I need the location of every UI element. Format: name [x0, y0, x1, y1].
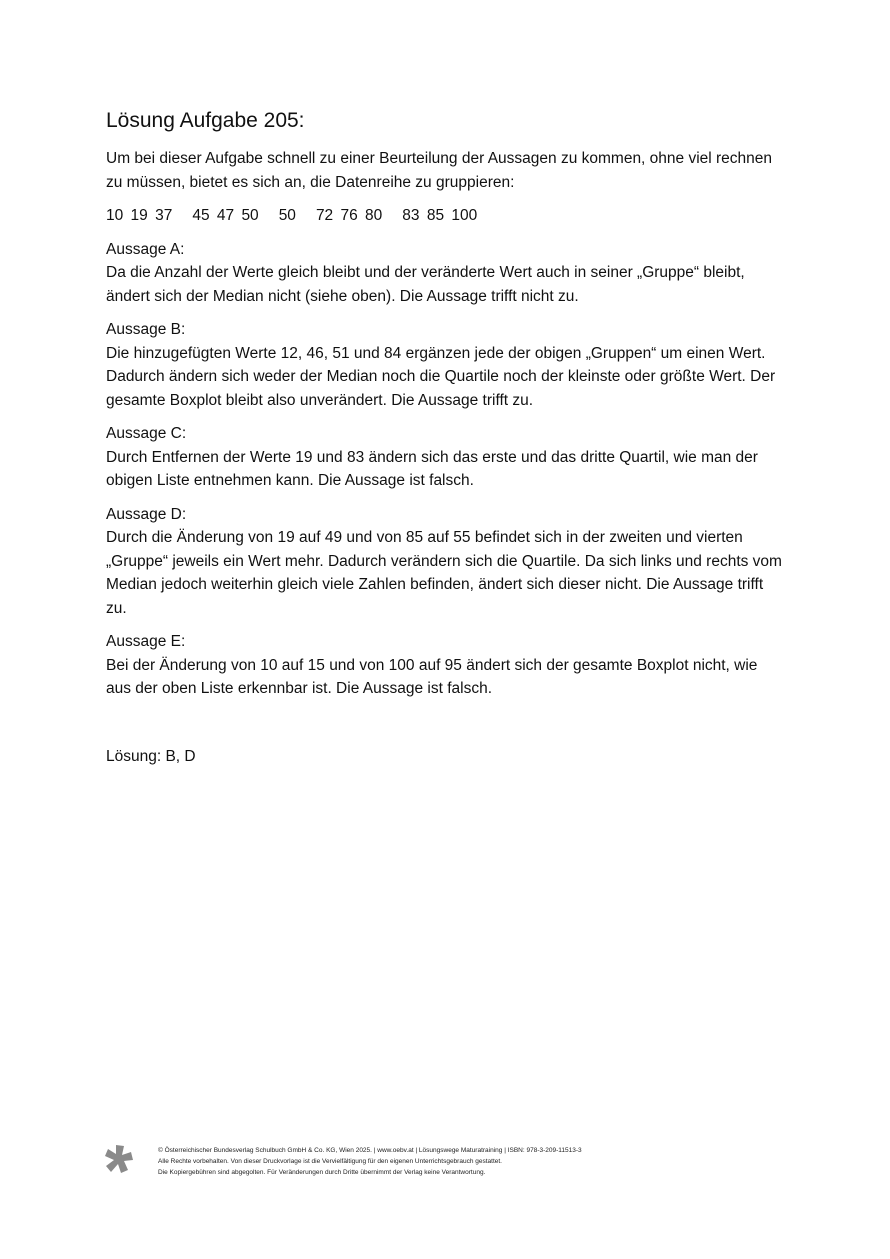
- footer-line: Die Kopiergebühren sind abgegolten. Für Veränderungen durch Dritte übernimmt der Verlag keine Verantwortung.: [158, 1169, 486, 1176]
- page-title: Lösung Aufgabe 205:: [106, 109, 305, 132]
- grouped-data-row: [106, 204, 786, 228]
- statement-text: Durch die Änderung von 19 auf 49 und von 85 auf 55 befindet sich in der zweiten und vierten „Gruppe“ jeweils ein Wert mehr. Dadurch verändern sich die Quartile. Da sich links und rechts vom Median jedoch weiterhin gleich viele Zahlen befinden, ändert sich dieser nicht. Die Aussage trifft zu.: [106, 529, 782, 617]
- solution-text: Lösung: B, D: [106, 747, 196, 765]
- document-body: [106, 107, 786, 778]
- footer-text: [158, 1143, 582, 1178]
- data-group: 45 47 50: [192, 207, 259, 224]
- oebv-logo-icon: [104, 1143, 136, 1177]
- statement-b: [106, 318, 786, 412]
- data-group: 10 19 37: [106, 207, 173, 224]
- footer-line: © Österreichischer Bundesverlag Schulbuch GmbH & Co. KG, Wien 2025. | www.oebv.at | Lösungswege Maturatraining | ISBN: 978-3-209-11513-3: [158, 1147, 582, 1154]
- data-group: 50: [278, 207, 296, 224]
- statement-heading: Aussage D:: [106, 505, 187, 523]
- statement-a: [106, 238, 786, 309]
- statement-heading: Aussage E:: [106, 633, 186, 650]
- statement-text: Durch Entfernen der Werte 19 und 83 ändern sich das erste und das dritte Quartil, wie man der obigen Liste entnehmen kann. Die Aussage ist falsch.: [106, 448, 758, 489]
- statement-heading: Aussage A:: [106, 240, 185, 258]
- statement-heading: Aussage B:: [106, 321, 186, 338]
- statement-c: [106, 422, 786, 493]
- statement-d: [106, 503, 786, 621]
- page-footer: [104, 1143, 704, 1178]
- statement-text: Da die Anzahl der Werte gleich bleibt und der veränderte Wert auch in seiner „Gruppe“ bleibt, ändert sich der Median nicht (siehe oben). Die Aussage trifft nicht zu.: [106, 264, 745, 305]
- statement-heading: Aussage C:: [106, 425, 187, 442]
- data-group: 83 85 100: [402, 207, 478, 224]
- statement-text: Bei der Änderung von 10 auf 15 und von 100 auf 95 ändert sich der gesamte Boxplot nicht, wie aus der oben Liste erkennbar ist. Die Aussage ist falsch.: [106, 656, 758, 697]
- statement-text: Die hinzugefügten Werte 12, 46, 51 und 84 ergänzen jede der obigen „Gruppen“ um einen Wert. Dadurch ändern sich weder der Median noch die Quartile noch der kleinste oder größte Wert. Der gesamte Boxplot bleibt also unverändert. Die Aussage trifft zu.: [106, 344, 776, 409]
- data-group: 72 76 80: [315, 207, 383, 224]
- intro-text: Um bei dieser Aufgabe schnell zu einer Beurteilung der Aussagen zu kommen, ohne viel rechnen zu müssen, bietet es sich an, die Datenreihe zu gruppieren:: [106, 150, 773, 191]
- footer-line: Alle Rechte vorbehalten. Von dieser Druckvorlage ist die Vervielfältigung für den eigenen Unterrichtsgebrauch gestattet.: [158, 1158, 502, 1165]
- statement-e: [106, 630, 786, 701]
